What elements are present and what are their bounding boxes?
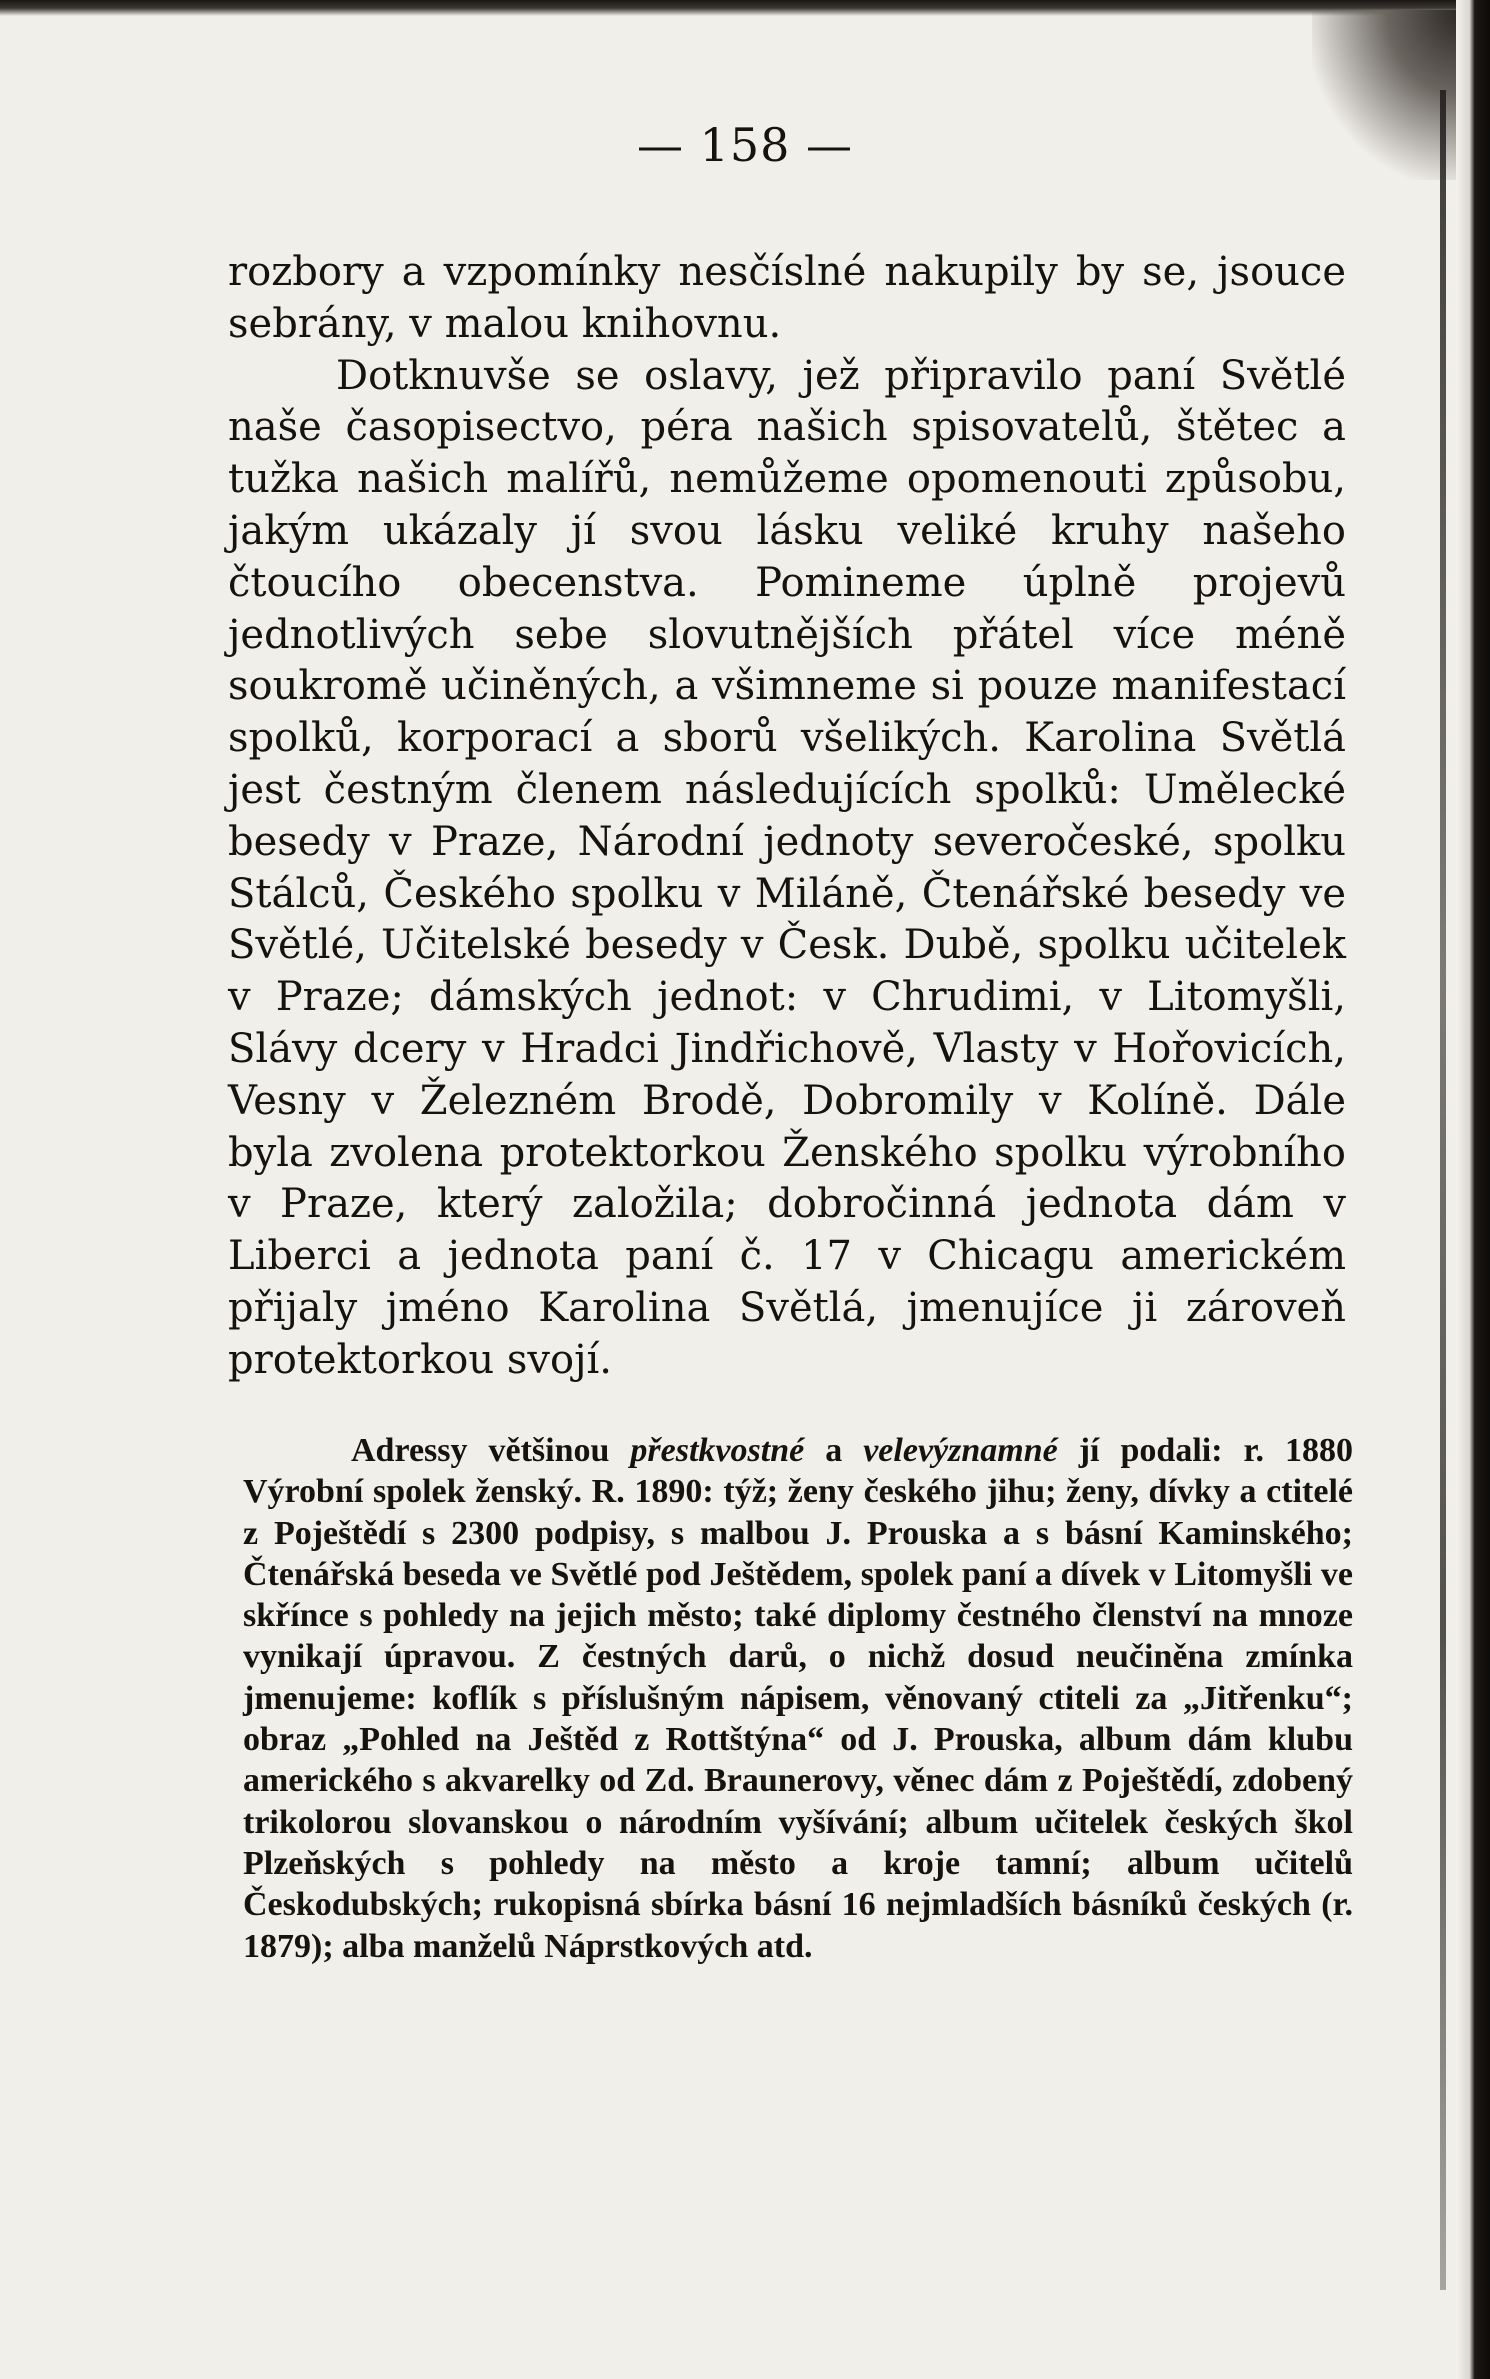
footnote (243, 1430, 1353, 1967)
footnote-rest: jí podali: r. 1880 Výrobní spolek ženský. R. 1890: týž; ženy českého jihu; ženy, dívky a ctitelé z Poještědí s 2300 podpisy, s malbou J. Prouska a s básní Kaminského; Čtenářská beseda ve Světlé pod Ještědem, spolek paní a dívek v Litomyšli ve skřínce s pohledy na jejich město; také diplomy čestného členství na mnoze vynikají úpravou. Z čestných darů, o nichž dosud neučiněna zmínka jmenujeme: koflík s příslušným nápisem, věnovaný ctiteli za „Jitřenku“; obraz „Pohled na Ještěd z Rottštýna“ od J. Prouska, album dám klubu amerického s akvarelky od Zd. Braunerovy, věnec dám z Poještědí, zdobený trikolorou slovanskou o národním vyšívání; album učitelek českých škol Plzeňských s pohledy na město a kroje tamní; album učitelů Českodubských; rukopisná sbírka básní 16 nejmladších básníků českých (r. 1879); alba manželů Náprstkových atd. (243, 1432, 1354, 1965)
main-text (228, 247, 1346, 1387)
footnote-emphasis-2: velevýznamné (863, 1432, 1058, 1469)
footnote-paragraph (243, 1430, 1353, 1967)
page-number: — 158 — (636, 118, 854, 172)
page-binding-edge (1456, 0, 1490, 2379)
page-margin-shadow-line (1440, 90, 1446, 2290)
footnote-emphasis-1: přestkvostné (630, 1432, 805, 1469)
paragraph-2: Dotknuvše se oslavy, jež připravilo paní Světlé naše časopisectvo, péra našich spisovatelů, štětec a tužka našich malířů, nemůžeme opomenouti způsobu, jakým ukázaly jí svou lásku veliké kruhy našeho čtoucího obecenstva. Pomineme úplně projevů jednotlivých sebe slovutnějších přátel více méně soukromě učiněných, a všimneme si pouze manifestací spolků, korporací a sborů všelikých. Karolina Světlá jest čestným členem následujících spolků: Umělecké besedy v Praze, Národní jednoty severočeské, spolku Stálců, Českého spolku v Miláně, Čtenářské besedy ve Světlé, Učitelské besedy v Česk. Dubě, spolku učitelek v Praze; dámských jednot: v Chrudimi, v Litomyšli, Slávy dcery v Hradci Jindřichově, Vlasty v Hořovicích, Vesny v Železném Brodě, Dobromily v Kolíně. Dále byla zvolena protektorkou Ženského spolku výrobního v Praze, který založila; dobročinná jednota dám v Liberci a jednota paní č. 17 v Chicagu americkém přijaly jméno Karolina Světlá, jmenujíce ji zároveň protektorkou svojí. (228, 352, 1346, 1383)
page-top-edge-shadow (0, 0, 1490, 16)
footnote-connector: a (804, 1432, 864, 1469)
paragraph-1: rozbory a vzpomínky nesčíslné nakupily by se, jsouce sebrány, v malou knihovnu. (228, 249, 1346, 347)
footnote-lead: Adressy většinou (351, 1432, 631, 1469)
